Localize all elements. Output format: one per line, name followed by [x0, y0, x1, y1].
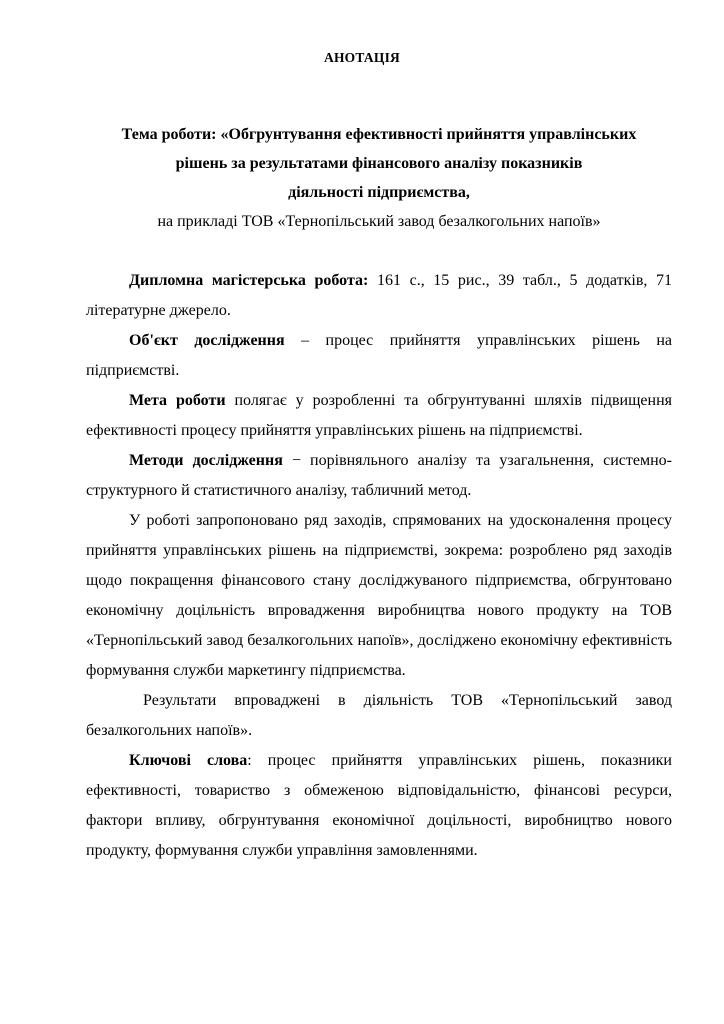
goal-text: полягає у розробленні та обгрунтуванні шляхів підвищення ефективності процесу прийняття управлінських рішень на підприємстві.: [86, 392, 673, 439]
goal-paragraph: [86, 386, 672, 446]
topic-title-part-1: «Обгрунтування ефективності прийняття управлінських: [216, 126, 637, 143]
topic-block: [86, 120, 672, 236]
diploma-paragraph: [86, 266, 672, 326]
keywords-text: : процес прийняття управлінських рішень, показники ефективності, товариство з обмеженою відповідальністю, фінансові ресурси, фактори впливу, обгрунтування економічної доцільності, виробництво нового продукту, формування служби управління замовленнями.: [86, 752, 672, 859]
topic-subtitle: на прикладі ТОВ «Тернопільський завод безалкогольних напоїв»: [157, 213, 601, 230]
topic-title-part-2: рішень за результатами фінансового аналізу показників: [175, 155, 583, 172]
diploma-text: 161 с., 15 рис., 39 табл., 5 додатків, 71 літературне джерело.: [86, 272, 672, 319]
abstract-body: [86, 266, 672, 866]
topic-line-1: [86, 120, 672, 149]
object-label: Об'єкт дослідження: [129, 332, 285, 349]
results-paragraph: Результати впроваджені в діяльність ТОВ «Тернопільський завод безалкогольних напоїв».: [86, 692, 672, 739]
proposal-paragraph: У роботі запропоновано ряд заходів, спрямованих на удосконалення процесу прийняття управлінських рішень на підприємстві, зокрема: розроблено ряд заходів щодо покращення фінансового стану досліджуваного підприємства, обгрунтовано економічну доцільність впровадження виробництва нового продукту на ТОВ «Тернопільський завод безалкогольних напоїв», досліджено економічну ефективність формування служби маркетингу підприємства.: [86, 512, 672, 679]
object-text: – процес прийняття управлінських рішень на підприємстві.: [86, 332, 672, 379]
methods-label: Методи дослідження: [129, 452, 283, 469]
page-title: АНОТАЦІЯ: [324, 50, 400, 65]
goal-label: Мета роботи: [129, 392, 226, 409]
object-paragraph: [86, 326, 672, 386]
topic-label: Тема роботи:: [121, 126, 217, 143]
keywords-paragraph: [86, 746, 672, 866]
diploma-label: Дипломна магістерська робота:: [129, 272, 369, 289]
methods-paragraph: [86, 446, 672, 506]
keywords-label: Ключові слова: [129, 752, 248, 769]
topic-title-part-3: діяльності підприємства,: [288, 184, 470, 201]
methods-text: − порівняльного аналізу та узагальнення, системно-структурного й статистичного аналізу, табличний метод.: [86, 452, 672, 499]
